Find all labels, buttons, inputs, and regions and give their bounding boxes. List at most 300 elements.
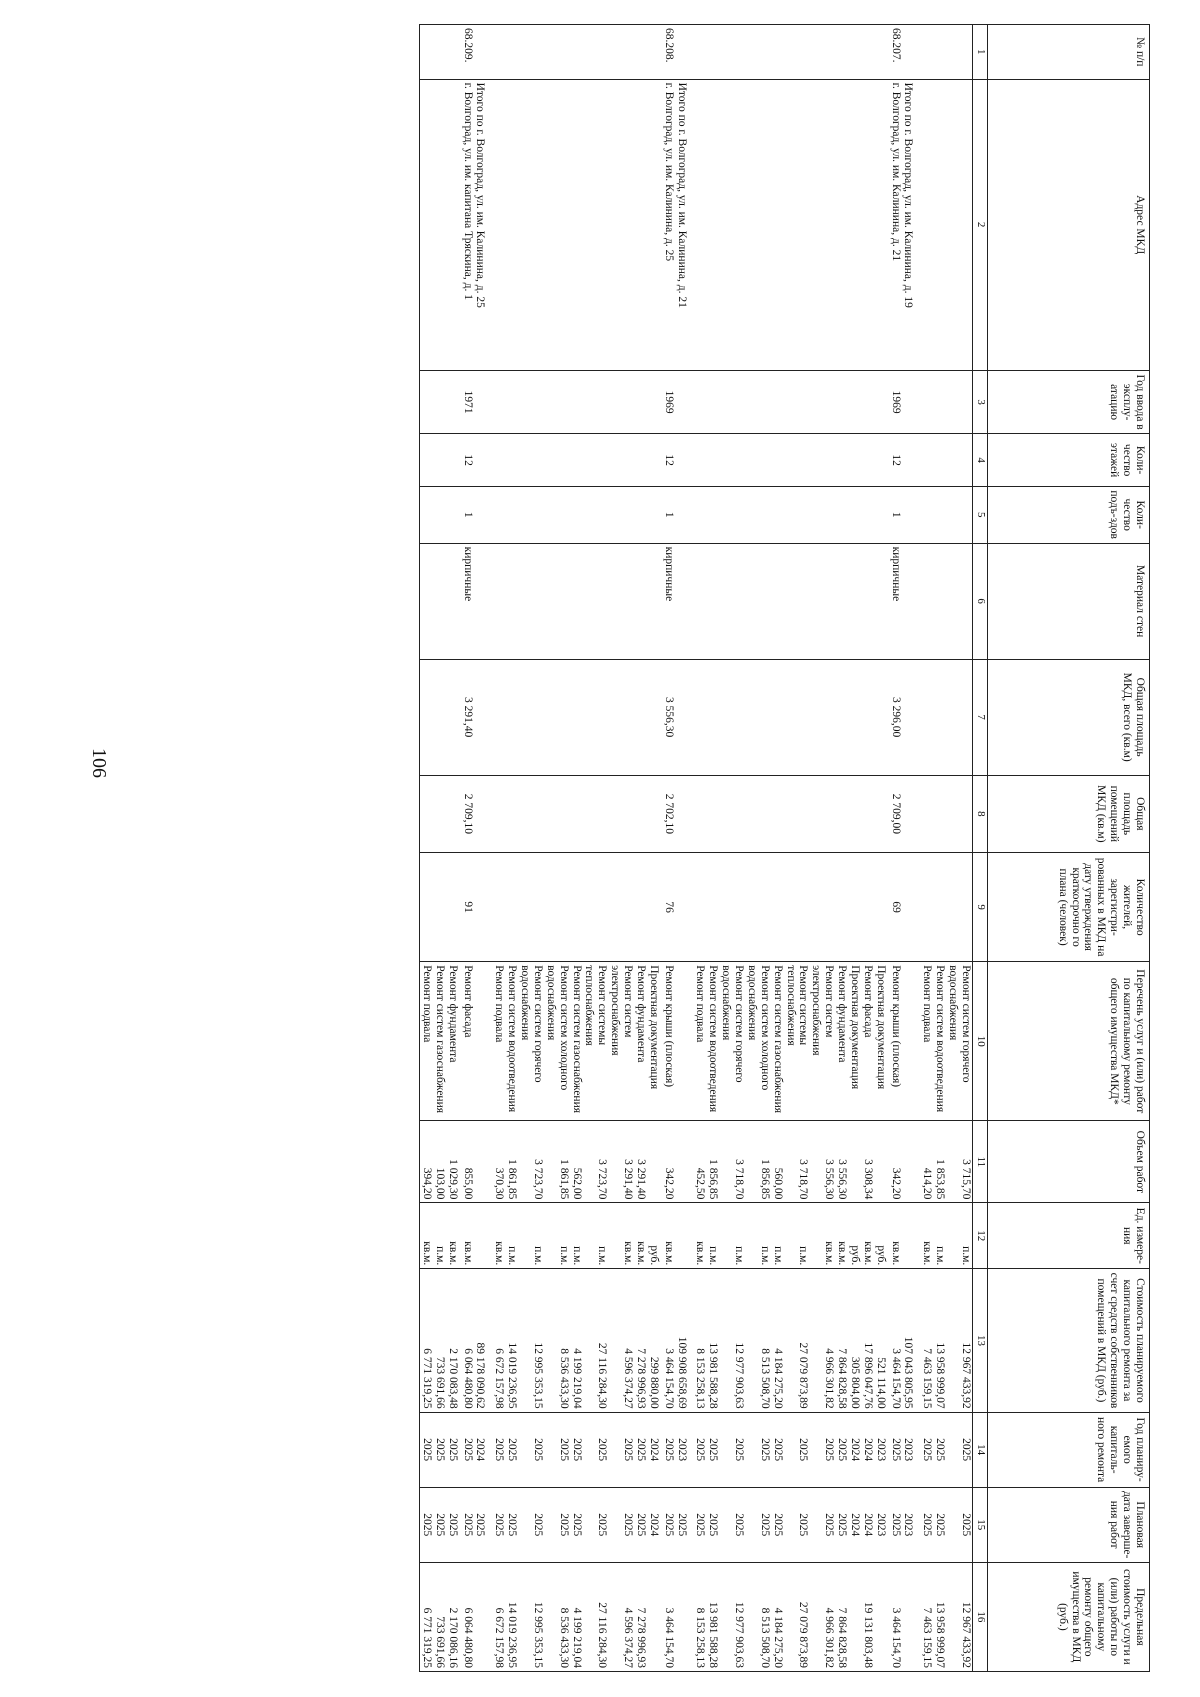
empty-cell	[446, 775, 459, 852]
empty-cell	[675, 853, 694, 962]
work-volume: 3 556,30	[810, 1121, 836, 1203]
work-type: Проектная документация	[848, 962, 861, 1121]
empty-cell	[493, 79, 506, 370]
empty-cell	[719, 659, 745, 775]
work-volume: 1 853,85	[933, 1121, 946, 1203]
column-number: 11	[973, 1121, 988, 1203]
empty-cell	[433, 543, 446, 659]
empty-cell	[902, 434, 921, 486]
empty-cell	[446, 853, 459, 962]
unit: п.м.	[544, 1203, 570, 1269]
year-built: 1969	[887, 370, 902, 434]
empty-cell	[544, 543, 570, 659]
empty-cell	[784, 25, 810, 80]
year-built: 1969	[660, 370, 675, 434]
unit: кв.м.	[887, 1203, 902, 1269]
empty-cell	[608, 853, 634, 962]
empty-cell	[675, 659, 694, 775]
header-cell: Предельная стоимость услуги и (или) работы по капитальному ремонту общего имущества в МКД (руб.)	[988, 1562, 1150, 1671]
completion-date: 2025	[459, 1487, 474, 1562]
header-cell: Материал стен	[988, 543, 1150, 659]
repair-year: 2025	[707, 1412, 720, 1487]
empty-cell	[874, 370, 887, 434]
empty-cell	[583, 79, 609, 370]
empty-cell	[810, 434, 836, 486]
header-cell: Коли-чество подъ-здов	[988, 486, 1150, 543]
cost: 3 464 154,70	[660, 1269, 675, 1412]
empty-cell	[921, 486, 934, 543]
empty-cell	[493, 486, 506, 543]
empty-cell	[634, 370, 647, 434]
empty-cell	[694, 79, 707, 370]
empty-cell	[544, 370, 570, 434]
repair-plan-table	[419, 24, 1150, 1672]
empty-cell	[835, 659, 848, 775]
empty-cell	[745, 659, 771, 775]
repair-year: 2025	[634, 1412, 647, 1487]
entrances: 1	[459, 486, 474, 543]
empty-cell	[719, 79, 745, 370]
table-row	[784, 25, 810, 1672]
table-row	[518, 25, 544, 1672]
work-volume: 342,20	[887, 1121, 902, 1203]
completion-date: 2024	[848, 1487, 861, 1562]
repair-year: 2025	[771, 1412, 784, 1487]
column-number: 5	[973, 486, 988, 543]
wall-material: кирпичные	[887, 543, 902, 659]
unit: п.м.	[933, 1203, 946, 1269]
empty-cell	[518, 486, 544, 543]
repair-year: 2025	[835, 1412, 848, 1487]
empty-cell	[835, 486, 848, 543]
unit: кв.м.	[694, 1203, 707, 1269]
empty-cell	[835, 853, 848, 962]
empty-cell	[544, 659, 570, 775]
work-volume: 3 723,70	[518, 1121, 544, 1203]
empty-cell	[745, 25, 771, 80]
empty-cell	[544, 486, 570, 543]
table-row	[835, 25, 848, 1672]
unit: кв.м.	[921, 1203, 934, 1269]
column-number: 4	[973, 434, 988, 486]
empty-cell	[647, 25, 660, 80]
empty-cell	[433, 486, 446, 543]
empty-cell	[861, 543, 874, 659]
completion-date: 2025	[887, 1487, 902, 1562]
work-type: Ремонт системы теплоснабжения	[583, 962, 609, 1121]
empty-cell	[771, 543, 784, 659]
work-type: Ремонт фундамента	[446, 962, 459, 1121]
repair-year: 2024	[647, 1412, 660, 1487]
empty-cell	[946, 659, 972, 775]
empty-cell	[420, 370, 433, 434]
empty-cell	[810, 659, 836, 775]
cost: 6 064 480,80	[459, 1269, 474, 1412]
rotated-document-page	[50, 24, 1150, 1672]
column-number: 12	[973, 1203, 988, 1269]
empty-cell	[848, 659, 861, 775]
empty-cell	[771, 25, 784, 80]
cost-limit: 19 131 803,48	[861, 1562, 874, 1671]
empty-cell	[570, 486, 583, 543]
empty-cell	[420, 659, 433, 775]
work-volume: 3 291,40	[634, 1121, 647, 1203]
cost-limit	[474, 1562, 493, 1671]
empty-cell	[810, 370, 836, 434]
empty-cell	[719, 853, 745, 962]
table-row	[745, 25, 771, 1672]
empty-cell	[608, 543, 634, 659]
empty-cell	[921, 775, 934, 852]
work-volume	[874, 1121, 887, 1203]
work-type: Ремонт крыши (плоская)	[660, 962, 675, 1121]
work-volume	[848, 1121, 861, 1203]
header-cell: Общая площадь МКД, всего (кв.м)	[988, 659, 1150, 775]
empty-cell	[544, 853, 570, 962]
cost: 733 691,66	[433, 1269, 446, 1412]
cost-limit: 8 513 508,70	[745, 1562, 771, 1671]
empty-cell	[835, 543, 848, 659]
unit: п.м.	[771, 1203, 784, 1269]
empty-cell	[921, 853, 934, 962]
unit: п.м.	[946, 1203, 972, 1269]
completion-date: 2025	[921, 1487, 934, 1562]
empty-cell	[874, 25, 887, 80]
cost: 12 977 903,63	[719, 1269, 745, 1412]
table-row	[719, 25, 745, 1672]
completion-date: 2025	[433, 1487, 446, 1562]
empty-cell	[420, 79, 433, 370]
completion-date: 2023	[874, 1487, 887, 1562]
rooms-area: 2 709,00	[887, 775, 902, 852]
empty-cell	[933, 486, 946, 543]
unit	[902, 1203, 921, 1269]
cost: 89 178 090,62	[474, 1269, 493, 1412]
cost: 27 116 284,30	[583, 1269, 609, 1412]
cost: 13 958 999,07	[933, 1269, 946, 1412]
empty-cell	[505, 79, 518, 370]
empty-cell	[446, 486, 459, 543]
completion-date: 2025	[660, 1487, 675, 1562]
address: г. Волгоград, ул. им. Калинина, д. 25	[660, 79, 675, 370]
empty-cell	[544, 775, 570, 852]
header-cell: Объем работ	[988, 1121, 1150, 1203]
work-volume: 3 718,70	[784, 1121, 810, 1203]
empty-cell	[902, 775, 921, 852]
cost: 8 536 433,30	[544, 1269, 570, 1412]
table-row	[608, 25, 634, 1672]
empty-cell	[933, 853, 946, 962]
empty-cell	[810, 25, 836, 80]
cost: 17 896 047,76	[861, 1269, 874, 1412]
table-row	[694, 25, 707, 1672]
unit: кв.м.	[420, 1203, 433, 1269]
empty-cell	[583, 853, 609, 962]
empty-cell	[861, 25, 874, 80]
cost: 7 864 828,58	[835, 1269, 848, 1412]
unit: п.м.	[745, 1203, 771, 1269]
empty-cell	[784, 434, 810, 486]
work-type: Проектная документация	[874, 962, 887, 1121]
work-volume: 1 861,85	[544, 1121, 570, 1203]
empty-cell	[570, 853, 583, 962]
empty-cell	[493, 659, 506, 775]
work-type: Ремонт фундамента	[835, 962, 848, 1121]
empty-cell	[902, 370, 921, 434]
empty-cell	[835, 79, 848, 370]
empty-cell	[433, 853, 446, 962]
work-volume: 394,20	[420, 1121, 433, 1203]
cost: 7 278 996,93	[634, 1269, 647, 1412]
empty-cell	[608, 370, 634, 434]
total-row	[902, 25, 921, 1672]
cost: 8 153 258,13	[694, 1269, 707, 1412]
empty-cell	[921, 434, 934, 486]
repair-year: 2025	[570, 1412, 583, 1487]
column-number: 3	[973, 370, 988, 434]
empty-cell	[933, 775, 946, 852]
cost-limit: 14 019 236,95	[505, 1562, 518, 1671]
table-row	[634, 25, 647, 1672]
empty-cell	[694, 659, 707, 775]
repair-year: 2025	[505, 1412, 518, 1487]
empty-cell	[583, 486, 609, 543]
empty-cell	[848, 370, 861, 434]
empty-cell	[493, 543, 506, 659]
cost-limit: 13 958 999,07	[933, 1562, 946, 1671]
empty-cell	[420, 775, 433, 852]
total-label: Итого по г. Волгоград, ул. им. Калинина, д. 21	[675, 79, 694, 370]
total-label: Итого по г. Волгоград, ул. им. Калинина, д. 19	[902, 79, 921, 370]
completion-date: 2025	[446, 1487, 459, 1562]
completion-date: 2024	[861, 1487, 874, 1562]
empty-cell	[946, 775, 972, 852]
empty-cell	[861, 853, 874, 962]
page-number: 106	[88, 748, 110, 778]
empty-cell	[861, 370, 874, 434]
rooms-area: 2 702,10	[660, 775, 675, 852]
completion-date: 2025	[505, 1487, 518, 1562]
empty-cell	[583, 543, 609, 659]
empty-cell	[634, 25, 647, 80]
table-row	[707, 25, 720, 1672]
empty-cell	[474, 486, 493, 543]
empty-cell	[835, 775, 848, 852]
empty-cell	[518, 79, 544, 370]
empty-cell	[544, 79, 570, 370]
cost-limit: 12 995 353,15	[518, 1562, 544, 1671]
unit: п.м.	[570, 1203, 583, 1269]
work-volume: 562,00	[570, 1121, 583, 1203]
work-volume: 1 856,85	[707, 1121, 720, 1203]
cost: 109 908 658,69	[675, 1269, 694, 1412]
empty-cell	[745, 775, 771, 852]
empty-cell	[835, 434, 848, 486]
empty-cell	[446, 543, 459, 659]
unit: п.м.	[707, 1203, 720, 1269]
column-number: 7	[973, 659, 988, 775]
completion-date: 2025	[745, 1487, 771, 1562]
total-area: 3 296,00	[887, 659, 902, 775]
empty-cell	[848, 486, 861, 543]
work-type: Ремонт систем водоотведения	[933, 962, 946, 1121]
empty-cell	[518, 775, 544, 852]
work-type: Ремонт систем электроснабжения	[810, 962, 836, 1121]
cost: 12 995 353,15	[518, 1269, 544, 1412]
empty-cell	[902, 659, 921, 775]
empty-cell	[634, 853, 647, 962]
empty-cell	[694, 543, 707, 659]
work-volume: 414,20	[921, 1121, 934, 1203]
empty-cell	[933, 434, 946, 486]
repair-year: 2025	[719, 1412, 745, 1487]
empty-cell	[946, 79, 972, 370]
work-type: Ремонт подвала	[921, 962, 934, 1121]
empty-cell	[474, 434, 493, 486]
row-number	[902, 25, 921, 80]
completion-date: 2025	[583, 1487, 609, 1562]
empty-cell	[634, 486, 647, 543]
header-cell: Перечень услуг и (или) работ по капитальному ремонту общего имущества МКД*	[988, 962, 1150, 1121]
empty-cell	[933, 659, 946, 775]
work-volume: 560,00	[771, 1121, 784, 1203]
row-number: 68.209.	[459, 25, 474, 80]
empty-cell	[493, 775, 506, 852]
work-volume: 3 556,30	[835, 1121, 848, 1203]
cost-limit: 27 079 873,89	[784, 1562, 810, 1671]
work-volume: 1 856,85	[745, 1121, 771, 1203]
empty-cell	[745, 370, 771, 434]
cost: 305 804,00	[848, 1269, 861, 1412]
empty-cell	[694, 370, 707, 434]
empty-cell	[921, 659, 934, 775]
empty-cell	[874, 79, 887, 370]
header-cell: Адрес МКД	[988, 79, 1150, 370]
empty-cell	[474, 543, 493, 659]
empty-cell	[570, 775, 583, 852]
empty-cell	[608, 79, 634, 370]
completion-date: 2025	[518, 1487, 544, 1562]
empty-cell	[570, 79, 583, 370]
cost-limit: 4 596 374,27	[608, 1562, 634, 1671]
empty-cell	[420, 486, 433, 543]
cost: 4 199 219,04	[570, 1269, 583, 1412]
empty-cell	[745, 79, 771, 370]
empty-cell	[493, 853, 506, 962]
completion-date: 2025	[544, 1487, 570, 1562]
empty-cell	[583, 659, 609, 775]
header-cell: Количество жителей, зарегистри-рованных в МКД на дату утверждения краткосрочно го плана (человек)	[988, 853, 1150, 962]
completion-date: 2025	[784, 1487, 810, 1562]
empty-cell	[946, 543, 972, 659]
empty-cell	[505, 486, 518, 543]
work-type: Ремонт систем холодного водоснабжения	[745, 962, 771, 1121]
column-number: 8	[973, 775, 988, 852]
empty-cell	[647, 486, 660, 543]
empty-cell	[518, 543, 544, 659]
work-type: Ремонт систем горячего водоснабжения	[518, 962, 544, 1121]
empty-cell	[474, 370, 493, 434]
work-volume: 1 861,85	[505, 1121, 518, 1203]
floors: 12	[660, 434, 675, 486]
cost-limit	[848, 1562, 861, 1671]
empty-cell	[874, 659, 887, 775]
work-type: Ремонт систем холодного водоснабжения	[544, 962, 570, 1121]
empty-cell	[420, 543, 433, 659]
completion-date: 2025	[946, 1487, 972, 1562]
header-cell: Ед. измере-ния	[988, 1203, 1150, 1269]
work-volume: 3 715,70	[946, 1121, 972, 1203]
empty-cell	[518, 370, 544, 434]
empty-cell	[634, 543, 647, 659]
year-built: 1971	[459, 370, 474, 434]
cost-limit: 6 672 157,98	[493, 1562, 506, 1671]
unit: п.м.	[433, 1203, 446, 1269]
header-cell: Год планиру-емого капиталь-ного ремонта	[988, 1412, 1150, 1487]
empty-cell	[505, 543, 518, 659]
empty-cell	[583, 25, 609, 80]
completion-date: 2024	[647, 1487, 660, 1562]
empty-cell	[771, 775, 784, 852]
empty-cell	[570, 25, 583, 80]
cost: 13 981 588,28	[707, 1269, 720, 1412]
empty-cell	[707, 79, 720, 370]
repair-year: 2025	[518, 1412, 544, 1487]
cost-limit: 27 116 284,30	[583, 1562, 609, 1671]
empty-cell	[474, 775, 493, 852]
header-cell: Стоимость планируемого капитального ремонта за счет средств собственников помещений в МКД (руб.)	[988, 1269, 1150, 1412]
table-row	[505, 25, 518, 1672]
completion-date: 2025	[420, 1487, 433, 1562]
column-number: 9	[973, 853, 988, 962]
table-row	[493, 25, 506, 1672]
repair-year: 2024	[861, 1412, 874, 1487]
cost-limit: 7 278 996,93	[634, 1562, 647, 1671]
unit: кв.м.	[608, 1203, 634, 1269]
empty-cell	[784, 543, 810, 659]
cost: 4 596 374,27	[608, 1269, 634, 1412]
empty-cell	[719, 370, 745, 434]
table-row	[446, 25, 459, 1672]
repair-year: 2025	[583, 1412, 609, 1487]
column-number: 1	[973, 25, 988, 80]
completion-date: 2025	[707, 1487, 720, 1562]
empty-cell	[505, 659, 518, 775]
empty-cell	[675, 775, 694, 852]
empty-cell	[544, 25, 570, 80]
empty-cell	[583, 434, 609, 486]
empty-cell	[771, 853, 784, 962]
empty-cell	[647, 659, 660, 775]
empty-cell	[647, 853, 660, 962]
cost: 299 880,00	[647, 1269, 660, 1412]
empty-cell	[634, 79, 647, 370]
cost-limit: 3 464 154,70	[887, 1562, 902, 1671]
total-area: 3 291,40	[459, 659, 474, 775]
work-volume	[647, 1121, 660, 1203]
empty-cell	[848, 853, 861, 962]
repair-year: 2025	[921, 1412, 934, 1487]
table-row	[583, 25, 609, 1672]
empty-cell	[433, 659, 446, 775]
empty-cell	[771, 659, 784, 775]
unit: п.м.	[784, 1203, 810, 1269]
work-type	[902, 962, 921, 1121]
header-cell: Общая площадь помещений МКД (кв.м)	[988, 775, 1150, 852]
table-row	[921, 25, 934, 1672]
empty-cell	[771, 370, 784, 434]
work-volume: 3 723,70	[583, 1121, 609, 1203]
